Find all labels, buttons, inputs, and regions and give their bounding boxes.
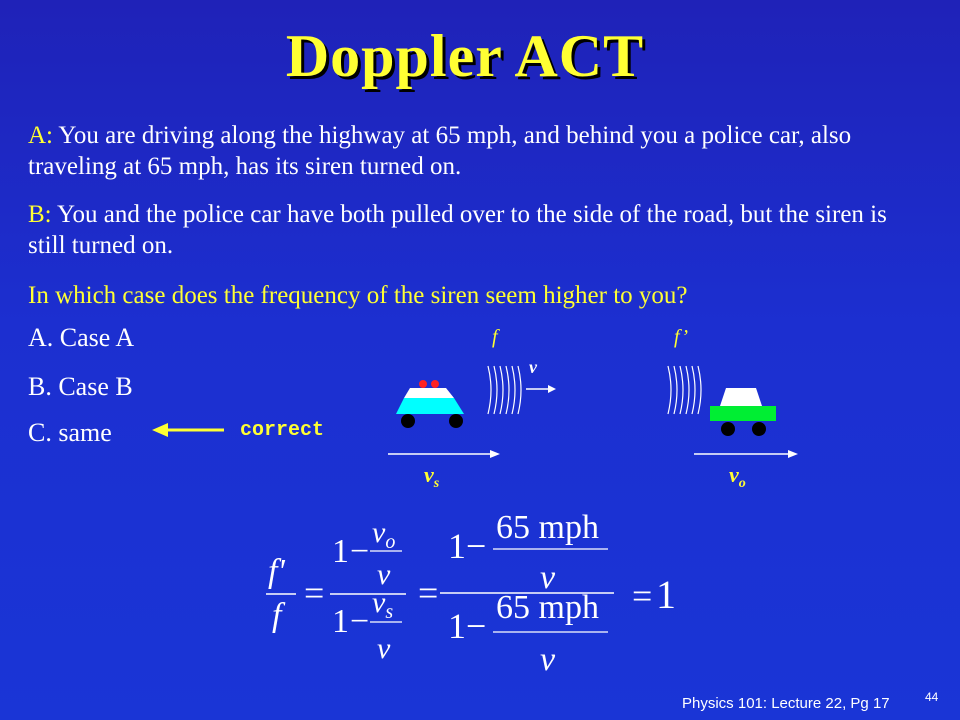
case-b-paragraph [28, 199, 928, 261]
denominator-sound-speed: v [540, 641, 556, 678]
case-b-text: You and the police car have both pulled over to the side of the road, but the siren is still turned on. [28, 201, 887, 259]
car-icon [710, 388, 776, 436]
footer-lecture: Physics 101: Lecture 22, Pg 17 [682, 695, 890, 712]
correct-label: correct [240, 419, 325, 442]
denominator-minus: − [350, 603, 370, 640]
equation-result: 1 [656, 572, 676, 617]
numerator-speed: 65 mph [496, 509, 599, 546]
sound-speed-symbol: v [377, 558, 391, 591]
observed-frequency-label: f’ [674, 326, 689, 348]
case-a-label: A: [28, 122, 53, 149]
denominator-one: 1 [332, 603, 349, 640]
equation-lhs-numerator: f' [268, 553, 285, 590]
observer-velocity-label: $v_o$ [729, 462, 746, 491]
sound-speed-label: v [529, 357, 537, 377]
equals-sign: = [418, 573, 439, 613]
page-number: 44 [925, 690, 939, 704]
police-car-icon [396, 380, 464, 428]
observer-speed-symbol: $v_o$ [372, 516, 396, 553]
denominator-speed: 65 mph [496, 589, 599, 626]
case-b-label: B: [28, 201, 52, 228]
choice-a: A. Case A [28, 323, 135, 352]
sound-wave-icon [488, 366, 521, 414]
equals-sign: = [632, 576, 653, 616]
sound-wave-icon [668, 366, 701, 414]
numerator-one: 1 [448, 526, 466, 566]
source-velocity-label: $v_s$ [424, 462, 440, 491]
numerator-minus: − [466, 526, 487, 566]
choice-b: B. Case B [28, 372, 133, 401]
question-text: In which case does the frequency of the siren seem higher to you? [28, 282, 688, 309]
correct-arrow-icon [150, 420, 230, 440]
source-frequency-label: f [492, 326, 498, 348]
numerator-sound-speed: v [540, 559, 556, 596]
case-a-paragraph [28, 120, 928, 182]
denominator-minus: − [466, 606, 487, 646]
denominator-one: 1 [448, 606, 466, 646]
source-speed-symbol: $v_s$ [372, 586, 394, 623]
equation-lhs-denominator: f [272, 597, 282, 634]
sound-speed-symbol: v [377, 632, 391, 665]
doppler-diagram [380, 320, 820, 500]
numerator-one: 1 [332, 533, 349, 570]
choice-c: C. same [28, 418, 112, 447]
doppler-equation [0, 500, 960, 695]
slide-title: Doppler ACT [285, 23, 645, 89]
equals-sign: = [304, 573, 325, 613]
case-a-text: You are driving along the highway at 65 mph, and behind you a police car, also traveling at 65 mph, has its siren turned on. [28, 122, 852, 180]
numerator-minus: − [350, 533, 370, 570]
